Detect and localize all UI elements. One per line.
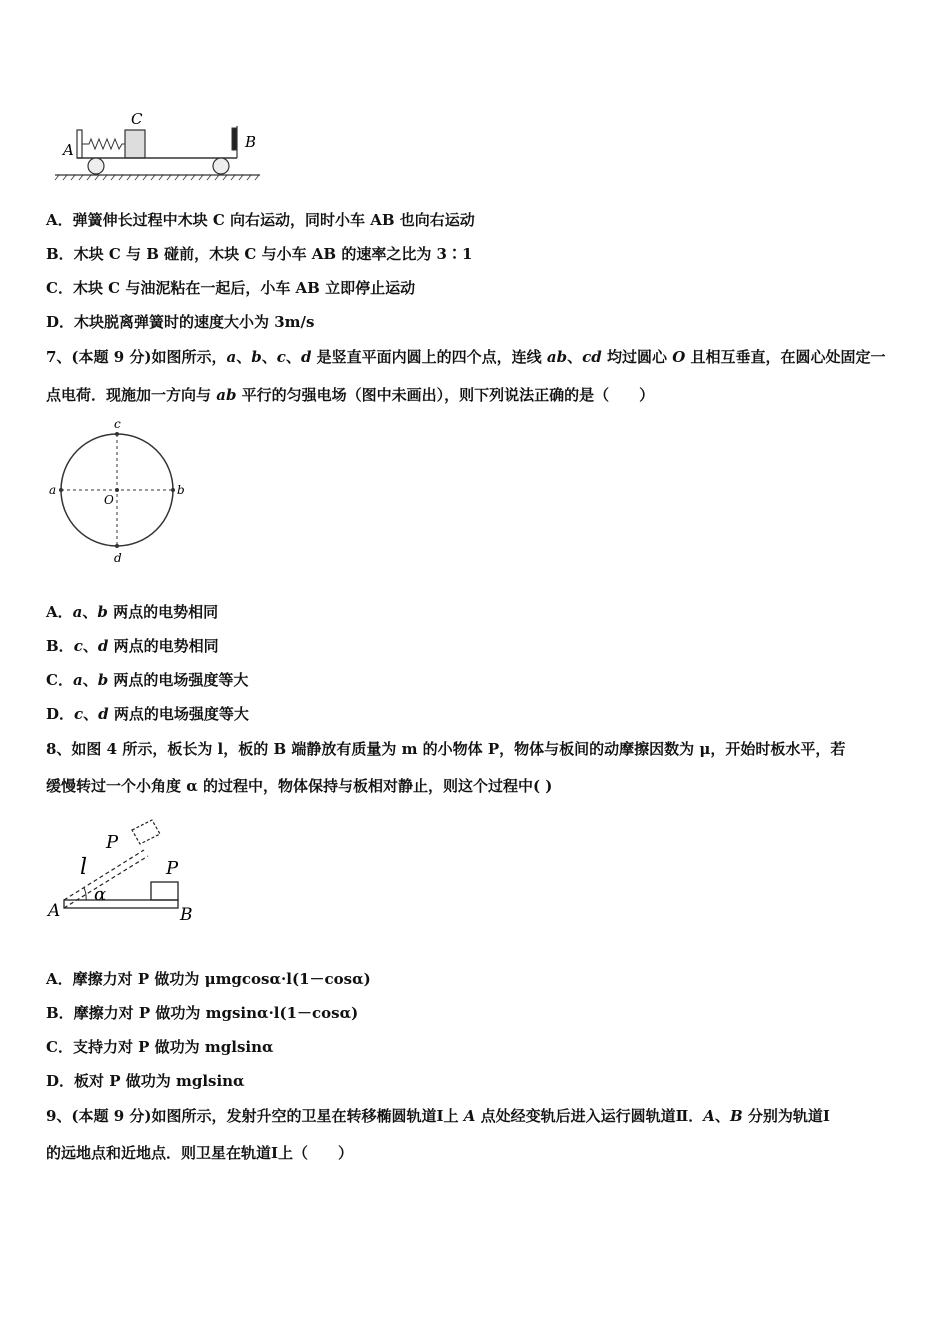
q7-option-b: B．c、d 两点的电势相同 [46,637,219,655]
q6-option-d: D．木块脱离弹簧时的速度大小为 3m/s [46,313,315,331]
q8-option-d: D．板对 P 做功为 mglsinα [46,1072,245,1090]
q8-option-b: B．摩擦力对 P 做功为 mgsinα·l(1－cosα) [46,1004,359,1022]
q9-stem-line1: 9、(本题 9 分)如图所示，发射升空的卫星在转移椭圆轨道Ⅰ上 A 点处经变轨后进入运行圆轨道Ⅱ．A、B 分别为轨道Ⅰ [46,1107,830,1125]
q9-stem-line2: 的远地点和近地点．则卫星在轨道Ⅰ上（ ） [46,1144,354,1162]
incline-label-l: l [80,855,88,880]
q7-stem-line2: 点电荷．现施加一方向与 ab 平行的匀强电场（图中未画出），则下列说法正确的是（ ） [46,386,655,404]
q6-option-c: C．木块 C 与油泥粘在一起后，小车 AB 立即停止运动 [46,279,416,297]
cart-spring-figure [55,108,265,188]
incline-label-B: B [180,905,193,925]
incline-label-P-top: P [106,832,119,853]
circle-label-d: d [114,551,122,565]
incline-label-A: A [48,901,61,921]
incline-label-alpha: α [94,884,107,905]
q8-option-c: C．支持力对 P 做功为 mglsinα [46,1038,274,1056]
circle-figure [44,418,194,568]
q6-option-a: A．弹簧伸长过程中木块 C 向右运动，同时小车 AB 也向右运动 [46,211,475,229]
q7-option-a: A．a、b 两点的电势相同 [46,603,219,621]
label-C: C [131,110,143,128]
q7-stem-line1: 7、(本题 9 分)如图所示，a、b、c、d 是竖直平面内圆上的四个点，连线 ab、cd 均过圆心 O 且相互垂直，在圆心处固定一 [46,348,886,366]
q8-stem-line2: 缓慢转过一个小角度 α 的过程中，物体保持与板相对静止，则这个过程中( ) [46,777,553,795]
label-A: A [63,141,74,159]
label-B: B [245,133,257,151]
circle-label-c: c [114,417,121,431]
circle-label-a: a [49,483,57,497]
q7-option-d: D．c、d 两点的电场强度等大 [46,705,249,723]
circle-label-b: b [177,483,185,497]
incline-figure [46,812,206,927]
circle-label-O: O [104,493,114,507]
incline-label-P-right: P [166,858,179,879]
q8-option-a: A．摩擦力对 P 做功为 μmgcosα·l(1－cosα) [46,970,371,988]
q7-option-c: C．a、b 两点的电场强度等大 [46,671,249,689]
q6-option-b: B．木块 C 与 B 碰前，木块 C 与小车 AB 的速率之比为 3∶1 [46,245,473,263]
q8-stem-line1: 8、如图 4 所示，板长为 l，板的 B 端静放有质量为 m 的小物体 P，物体与板间的动摩擦因数为 μ，开始时板水平，若 [46,740,846,758]
